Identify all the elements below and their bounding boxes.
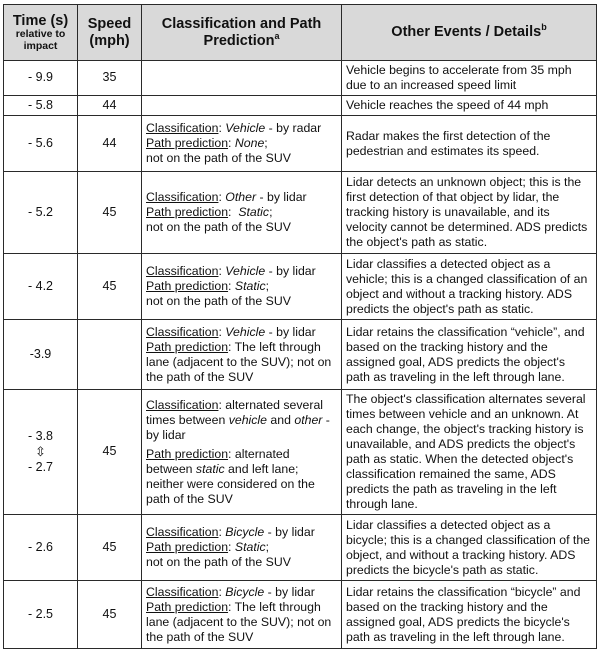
classification-label: Classification <box>146 324 219 339</box>
colon: : <box>228 339 232 354</box>
cell-speed: 45 <box>78 172 142 254</box>
path-rest: ; <box>269 205 273 219</box>
cell-speed: 44 <box>78 116 142 172</box>
table-row <box>4 254 597 320</box>
table-row <box>4 96 597 116</box>
path-line <box>146 136 337 166</box>
cell-details: Lidar detects an unknown object; this is the first detection of that object by lidar, the tracking history is unavailable, and its velocity cannot be determined. ADS predicts the object's path as static. <box>342 172 597 254</box>
path-label: Path prediction <box>146 446 229 461</box>
path-line <box>146 447 337 507</box>
colon: : <box>228 279 232 293</box>
header-classification-footnote: a <box>274 30 280 41</box>
cell-classification <box>142 515 342 581</box>
cell-time: - 4.2 <box>4 254 78 320</box>
cell-details: Lidar classifies a detected object as a vehicle; this is a changed classification of an object and without a tracking history. ADS predicts the object's path as static. <box>342 254 597 320</box>
classification-value: Other <box>225 190 257 204</box>
classification-value-2: other <box>294 412 323 427</box>
path-label: Path prediction <box>146 136 229 150</box>
table-row <box>4 172 597 254</box>
path-label: Path prediction <box>146 205 229 219</box>
header-time-sub: relative to impact <box>15 28 66 52</box>
classification-value: Vehicle <box>225 324 266 339</box>
header-time <box>4 5 78 61</box>
path-rest: ; <box>265 279 270 293</box>
cell-time: - 9.9 <box>4 61 78 96</box>
colon: : <box>218 584 222 599</box>
header-classification-text: Classification and Path Prediction <box>161 15 322 49</box>
cell-speed <box>78 320 142 390</box>
table-row <box>4 515 597 581</box>
path-value: Static <box>238 205 270 219</box>
cell-speed: 45 <box>78 515 142 581</box>
path-value: Static <box>234 279 266 293</box>
cell-details: Lidar classifies a detected object as a bicycle; this is a changed classification of the object, and without a tracking history. ADS predicts the bicycle's path as static. <box>342 515 597 581</box>
path-line <box>146 205 337 235</box>
colon: : <box>228 540 232 554</box>
classification-label: Classification <box>146 190 219 204</box>
path-tail: not on the path of the SUV <box>146 294 291 308</box>
classification-rest: - by lidar <box>256 190 307 204</box>
cell-time: - 5.2 <box>4 172 78 254</box>
colon: : <box>228 136 232 150</box>
classification-value: vehicle <box>228 412 267 427</box>
path-rest: ; <box>265 540 270 554</box>
header-speed: Speed (mph) <box>78 5 142 61</box>
up-down-arrow-icon: ⇳ <box>35 444 46 460</box>
path-value: static <box>195 461 225 476</box>
table-row <box>4 320 597 390</box>
cell-details: Radar makes the first detection of the pedestrian and estimates its speed. <box>342 116 597 172</box>
path-value: Static <box>234 540 266 554</box>
classification-mid: and <box>267 412 295 427</box>
path-rest: ; <box>264 136 268 150</box>
path-label: Path prediction <box>146 540 229 554</box>
cell-details: The object's classification alternates several times between vehicle and an unknown. At each change, the object's tracking history is unavailable, and ADS predicts the object's path as static. When the detected object's classification remained the same, ADS predicts the path as traveling in the left through lane. <box>342 390 597 515</box>
classification-line <box>146 190 337 205</box>
classification-line <box>146 121 337 136</box>
colon: : <box>228 599 232 614</box>
time-range-start: - 3.8 <box>27 428 53 443</box>
path-line <box>146 279 337 309</box>
cell-speed: 35 <box>78 61 142 96</box>
cell-classification <box>142 254 342 320</box>
classification-rest: - by radar <box>265 121 322 135</box>
path-line <box>146 600 337 645</box>
header-other-footnote: b <box>541 22 547 33</box>
cell-classification <box>142 581 342 649</box>
table-body <box>4 61 597 649</box>
header-time-main: Time (s) <box>12 12 69 29</box>
timeline-table <box>3 4 597 649</box>
classification-line <box>146 525 337 540</box>
classification-line <box>146 264 337 279</box>
path-pre: alternated between <box>146 446 290 476</box>
path-label: Path prediction <box>146 599 229 614</box>
cell-time <box>4 390 78 515</box>
classification-rest: - by lidar <box>265 264 316 278</box>
path-plain: The left through lane (adjacent to the SUV); not on the path of the SUV <box>146 339 332 384</box>
path-tail: not on the path of the SUV <box>146 151 291 165</box>
cell-speed: 45 <box>78 581 142 649</box>
colon: : <box>228 205 232 219</box>
classification-value: Bicycle <box>225 525 265 539</box>
classification-label: Classification <box>146 121 219 135</box>
classification-value: Vehicle <box>225 264 266 278</box>
classification-label: Classification <box>146 397 219 412</box>
classification-pre: alternated several times between <box>146 397 324 427</box>
table-header <box>4 5 597 61</box>
table-row <box>4 390 597 515</box>
path-line <box>146 540 337 570</box>
colon: : <box>218 264 222 278</box>
table-row <box>4 61 597 96</box>
path-value: None <box>234 136 265 150</box>
cell-details: Vehicle reaches the speed of 44 mph <box>342 96 597 116</box>
path-tail: not on the path of the SUV <box>146 220 291 234</box>
header-other-text: Other Events / Details <box>391 24 542 41</box>
classification-line <box>146 398 337 443</box>
colon: : <box>228 446 232 461</box>
cell-classification <box>142 61 342 96</box>
path-label: Path prediction <box>146 279 229 293</box>
time-range-end: - 2.7 <box>27 459 53 474</box>
table-row <box>4 116 597 172</box>
header-row <box>4 5 597 61</box>
cell-classification <box>142 172 342 254</box>
header-other <box>342 5 597 61</box>
cell-time: - 5.6 <box>4 116 78 172</box>
cell-speed: 45 <box>78 254 142 320</box>
classification-line <box>146 585 337 600</box>
colon: : <box>218 397 222 412</box>
colon: : <box>218 324 222 339</box>
path-label: Path prediction <box>146 339 229 354</box>
cell-speed: 45 <box>78 390 142 515</box>
classification-rest: - by lidar <box>264 584 315 599</box>
path-plain: The left through lane (adjacent to the SUV); not on the path of the SUV <box>146 599 332 644</box>
classification-line <box>146 325 337 340</box>
classification-label: Classification <box>146 264 219 278</box>
cell-time: - 5.8 <box>4 96 78 116</box>
cell-classification <box>142 390 342 515</box>
cell-classification <box>142 320 342 390</box>
classification-rest: - by lidar <box>264 525 315 539</box>
cell-speed: 44 <box>78 96 142 116</box>
classification-rest: - by lidar <box>265 324 316 339</box>
cell-details: Lidar retains the classification “bicycle” and based on the tracking history and the assigned goal, ADS predicts the bicycle's path as traveling in the left through lane. <box>342 581 597 649</box>
classification-value: Bicycle <box>225 584 265 599</box>
classification-post: - by lidar <box>146 412 330 442</box>
path-tail: not on the path of the SUV <box>146 555 291 569</box>
cell-classification <box>142 96 342 116</box>
table-row <box>4 581 597 649</box>
cell-details: Vehicle begins to accelerate from 35 mph due to an increased speed limit <box>342 61 597 96</box>
colon: : <box>218 121 222 135</box>
cell-details: Lidar retains the classification “vehicle”, and based on the tracking history and the assigned goal, ADS predicts the object's path as traveling in the left through lane. <box>342 320 597 390</box>
cell-time: - 2.6 <box>4 515 78 581</box>
classification-label: Classification <box>146 584 219 599</box>
colon: : <box>218 525 222 539</box>
classification-value: Vehicle <box>225 121 266 135</box>
colon: : <box>218 190 222 204</box>
cell-time: -3.9 <box>4 320 78 390</box>
cell-classification <box>142 116 342 172</box>
path-line <box>146 340 337 385</box>
path-post: and left lane; neither were considered on the path of the SUV <box>146 461 315 506</box>
classification-label: Classification <box>146 525 219 539</box>
header-classification <box>142 5 342 61</box>
cell-time: - 2.5 <box>4 581 78 649</box>
